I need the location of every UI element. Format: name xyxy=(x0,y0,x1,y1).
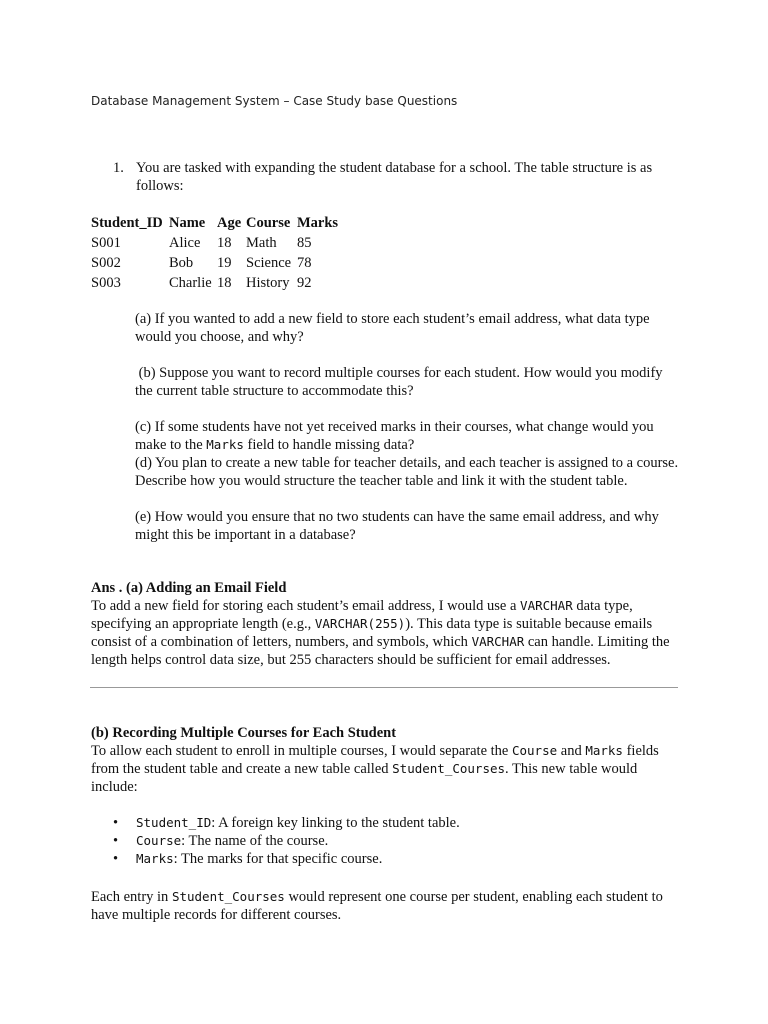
table-cell: 78 xyxy=(297,255,312,271)
table-row xyxy=(89,273,340,293)
list-item xyxy=(91,832,651,850)
list-item-text: : The marks for that specific course. xyxy=(173,851,383,867)
answer-b-text: and xyxy=(557,743,586,759)
column-header-marks: Marks xyxy=(297,215,339,231)
subquestion-b: (b) Suppose you want to record multiple courses for each student. How would you modify the current table structure to accommodate this? xyxy=(135,365,670,399)
table-cell: Alice xyxy=(169,235,201,251)
bullet-icon: • xyxy=(113,833,119,849)
answer-b-text: fields from the student table and create a new table called xyxy=(91,743,659,777)
answer-b-code: Marks xyxy=(585,743,623,758)
answer-b-closing xyxy=(91,888,683,924)
column-header-age: Age xyxy=(217,215,242,231)
table-cell: History xyxy=(246,275,290,291)
column-header-name: Name xyxy=(169,215,206,231)
bullet-icon: • xyxy=(113,851,119,867)
subquestion-a: (a) If you wanted to add a new field to store each student’s email address, what data type would you choose, and why? xyxy=(135,311,650,345)
table-cell: S003 xyxy=(91,275,121,291)
answer-a-heading: Ans . (a) Adding an Email Field xyxy=(91,580,287,596)
answer-a-text: ). This data type is suitable because emails consist of a combination of letters, numbers, and symbols, which xyxy=(91,616,653,650)
answer-a-code: VARCHAR(255) xyxy=(314,616,406,631)
horizontal-rule xyxy=(90,687,678,688)
answer-b-code: Student_Courses xyxy=(392,761,506,776)
answer-a xyxy=(91,579,683,669)
bullet-icon: • xyxy=(113,815,119,831)
table-row xyxy=(89,253,340,273)
table-cell: 85 xyxy=(297,235,312,251)
answer-a-text: To add a new field for storing each student’s email address, I would use a xyxy=(91,598,521,614)
table-cell: 92 xyxy=(297,275,312,291)
table-cell: 19 xyxy=(217,255,232,271)
answer-a-text: data type, specifying an appropriate length (e.g., xyxy=(91,598,633,632)
answer-b-text: . This new table would include: xyxy=(91,761,638,795)
answer-a-text: can handle. Limiting the length helps control data size, but 255 characters should be sufficient for email addresses. xyxy=(91,634,670,668)
list-item-code: Student_ID xyxy=(136,815,212,830)
table-cell: Science xyxy=(246,255,292,271)
list-item-text: : The name of the course. xyxy=(181,833,329,849)
bullet-list xyxy=(91,814,651,868)
list-item xyxy=(91,814,651,832)
table-cell: S001 xyxy=(91,235,121,251)
list-item xyxy=(91,850,651,868)
question-text: You are tasked with expanding the student database for a school. The table structure is as follows: xyxy=(136,160,653,194)
question-number: 1. xyxy=(113,160,124,176)
list-item-text: : A foreign key linking to the student table. xyxy=(211,815,460,831)
subquestion-d: (d) You plan to create a new table for teacher details, and each teacher is assigned to a course. Describe how you would structure the teacher table and link it with the student table. xyxy=(135,455,679,489)
table-cell: 18 xyxy=(217,235,232,251)
answer-b-text: To allow each student to enroll in multiple courses, I would separate the xyxy=(91,743,512,759)
column-header-student-id: Student_ID xyxy=(91,215,163,231)
answer-a-code: VARCHAR xyxy=(520,598,573,613)
answer-b xyxy=(91,724,683,796)
table-row xyxy=(89,233,340,253)
subquestion-c-text: (c) If some students have not yet received marks in their courses, what change would you make to the xyxy=(135,419,654,453)
table-cell: Bob xyxy=(169,255,194,271)
list-item-code: Marks xyxy=(136,851,174,866)
closing-text: Each entry in xyxy=(91,889,172,905)
table-cell: Math xyxy=(246,235,277,251)
list-item-code: Course xyxy=(136,833,182,848)
table-cell: 18 xyxy=(217,275,232,291)
answer-a-code: VARCHAR xyxy=(471,634,525,649)
subquestion-c-text-end: field to handle missing data? xyxy=(243,437,415,453)
table-cell: Charlie xyxy=(169,275,212,291)
subquestion-c-code: Marks xyxy=(206,437,244,452)
answer-b-code: Course xyxy=(511,743,558,758)
document-header: Database Management System – Case Study base Questions xyxy=(91,94,458,108)
answer-b-heading: (b) Recording Multiple Courses for Each Student xyxy=(91,725,397,741)
table-cell: S002 xyxy=(91,255,121,271)
subquestion-e: (e) How would you ensure that no two students can have the same email address, and why might this be important in a database? xyxy=(135,509,659,543)
column-header-course: Course xyxy=(246,215,291,231)
closing-code: Student_Courses xyxy=(171,889,285,904)
closing-text: would represent one course per student, enabling each student to have multiple records for different courses. xyxy=(91,889,663,923)
subquestion-c xyxy=(135,418,680,454)
student-table xyxy=(89,213,340,293)
table-header-row xyxy=(89,213,340,233)
